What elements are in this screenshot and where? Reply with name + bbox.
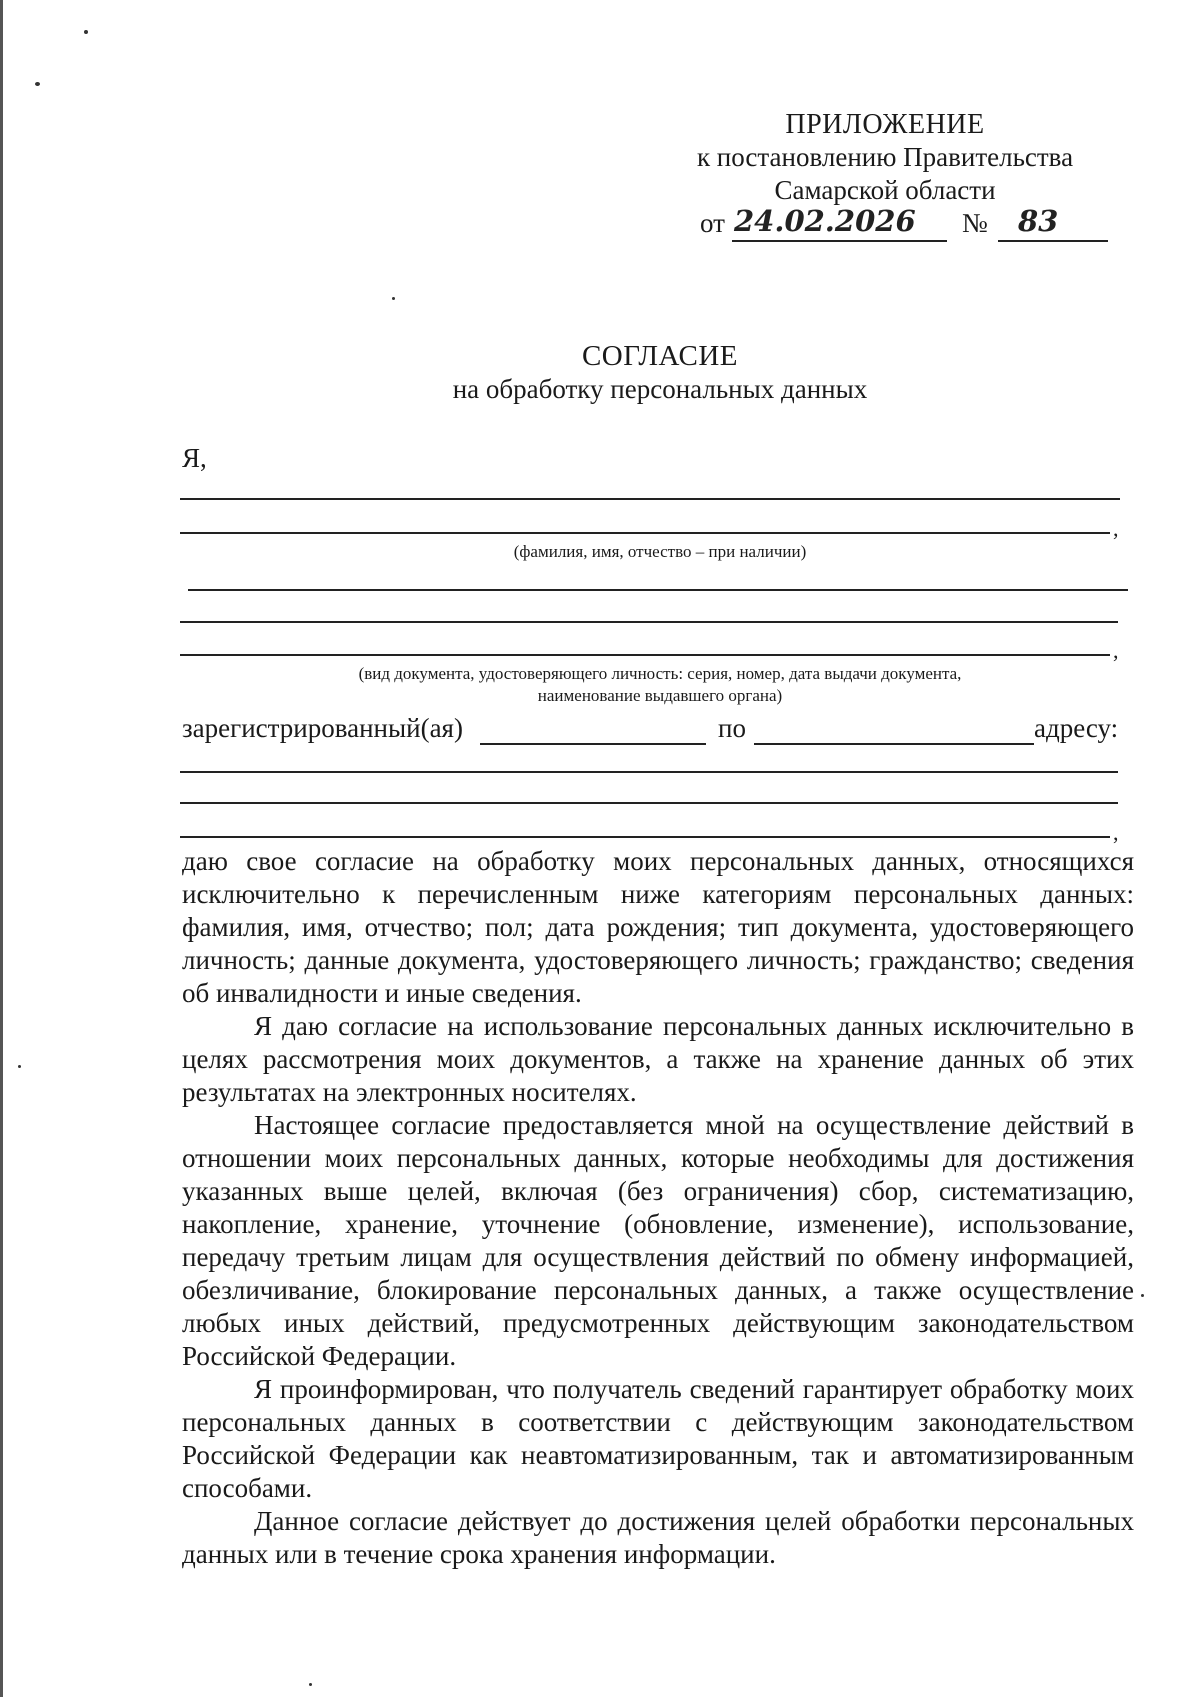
approval-block <box>660 108 1110 207</box>
approval-heading: ПРИЛОЖЕНИЕ <box>785 109 985 140</box>
scan-speck <box>35 82 40 86</box>
document-title: СОГЛАСИЕ <box>581 340 739 372</box>
document-field-line-1[interactable] <box>188 589 1128 591</box>
handwritten-date: 24.02.2026 <box>734 204 916 238</box>
document-field-line-3[interactable] <box>180 654 1110 656</box>
date-prefix: от <box>700 208 725 238</box>
fio-caption: (фамилия, имя, отчество – при наличии) <box>513 542 807 561</box>
po-label: по <box>718 713 746 743</box>
address-field-line[interactable] <box>754 743 1034 745</box>
registration-row <box>182 713 1137 749</box>
scan-speck <box>1141 1294 1144 1297</box>
document-field-line-2[interactable] <box>180 621 1118 623</box>
handwritten-number: 83 <box>1018 204 1059 238</box>
address-line-1[interactable] <box>180 771 1118 773</box>
registered-label: зарегистрированный(ая) <box>182 713 463 743</box>
document-caption-line-2: наименование выдавшего органа) <box>537 686 783 705</box>
approval-line-1: к постановлению Правительства <box>696 142 1074 172</box>
address-line-2[interactable] <box>180 802 1118 804</box>
document-subtitle: на обработку персональных данных <box>452 374 868 404</box>
scan-speck <box>18 1065 21 1068</box>
paragraph-actions: Настоящее согласие предоставляется мной на осуществление действий в отношении моих персональных данных, которые необходимы для достижения указанных выше целей, включая (без ограничения) сбор, систематизацию, накопление, хранение, уточнение (обновление, изменение), использование, передачу третьим лицам для осуществления действий по обмену информацией, обезличивание, блокирование персональных данных, а также осуществление любых иных действий, предусмотренных действующим законодательством Российской Федерации. <box>182 1110 1134 1371</box>
registration-field-line[interactable] <box>480 743 706 745</box>
address-comma: , <box>1113 820 1119 845</box>
number-label: № <box>962 208 988 238</box>
document-comma: , <box>1113 638 1119 663</box>
fio-comma: , <box>1113 516 1119 541</box>
approval-date-line <box>700 206 1120 242</box>
fio-field-line-2[interactable] <box>180 532 1110 534</box>
paragraph-consent: даю свое согласие на обработку моих персональных данных, относящихся исключительно к перечисленным ниже категориям персональных данных: фамилия, имя, отчество; пол; дата рождения; тип документа, удостоверяющего личность; данные документа, удостоверяющего личность; гражданство; сведения об инвалидности и иные сведения. <box>182 846 1134 1008</box>
fio-field-line-1[interactable] <box>180 498 1120 500</box>
scan-speck <box>392 297 395 300</box>
scan-speck <box>309 1683 312 1686</box>
ya-label: Я, <box>182 443 207 473</box>
approval-line-2: Самарской области <box>774 175 996 205</box>
paragraph-informed: Я проинформирован, что получатель сведений гарантирует обработку моих персональных данных в соответствии с действующим законодательством Российской Федерации как неавтоматизированным, так и автоматизированным способами. <box>182 1374 1134 1503</box>
number-underline <box>998 240 1108 242</box>
paragraph-purpose: Я даю согласие на использование персональных данных исключительно в целях рассмотрения моих документов, а также на хранение данных об этих результатах на электронных носителях. <box>182 1011 1134 1107</box>
paragraph-validity: Данное согласие действует до достижения целей обработки персональных данных или в течение срока хранения информации. <box>182 1506 1134 1569</box>
scan-left-edge <box>0 0 3 1697</box>
consent-body <box>182 845 1134 1571</box>
address-line-3[interactable] <box>180 836 1110 838</box>
scan-speck <box>84 30 88 34</box>
date-underline <box>732 240 947 242</box>
document-caption-line-1: (вид документа, удостоверяющего личность: серия, номер, дата выдачи документа, <box>358 664 962 683</box>
address-label: адресу: <box>1034 713 1119 743</box>
